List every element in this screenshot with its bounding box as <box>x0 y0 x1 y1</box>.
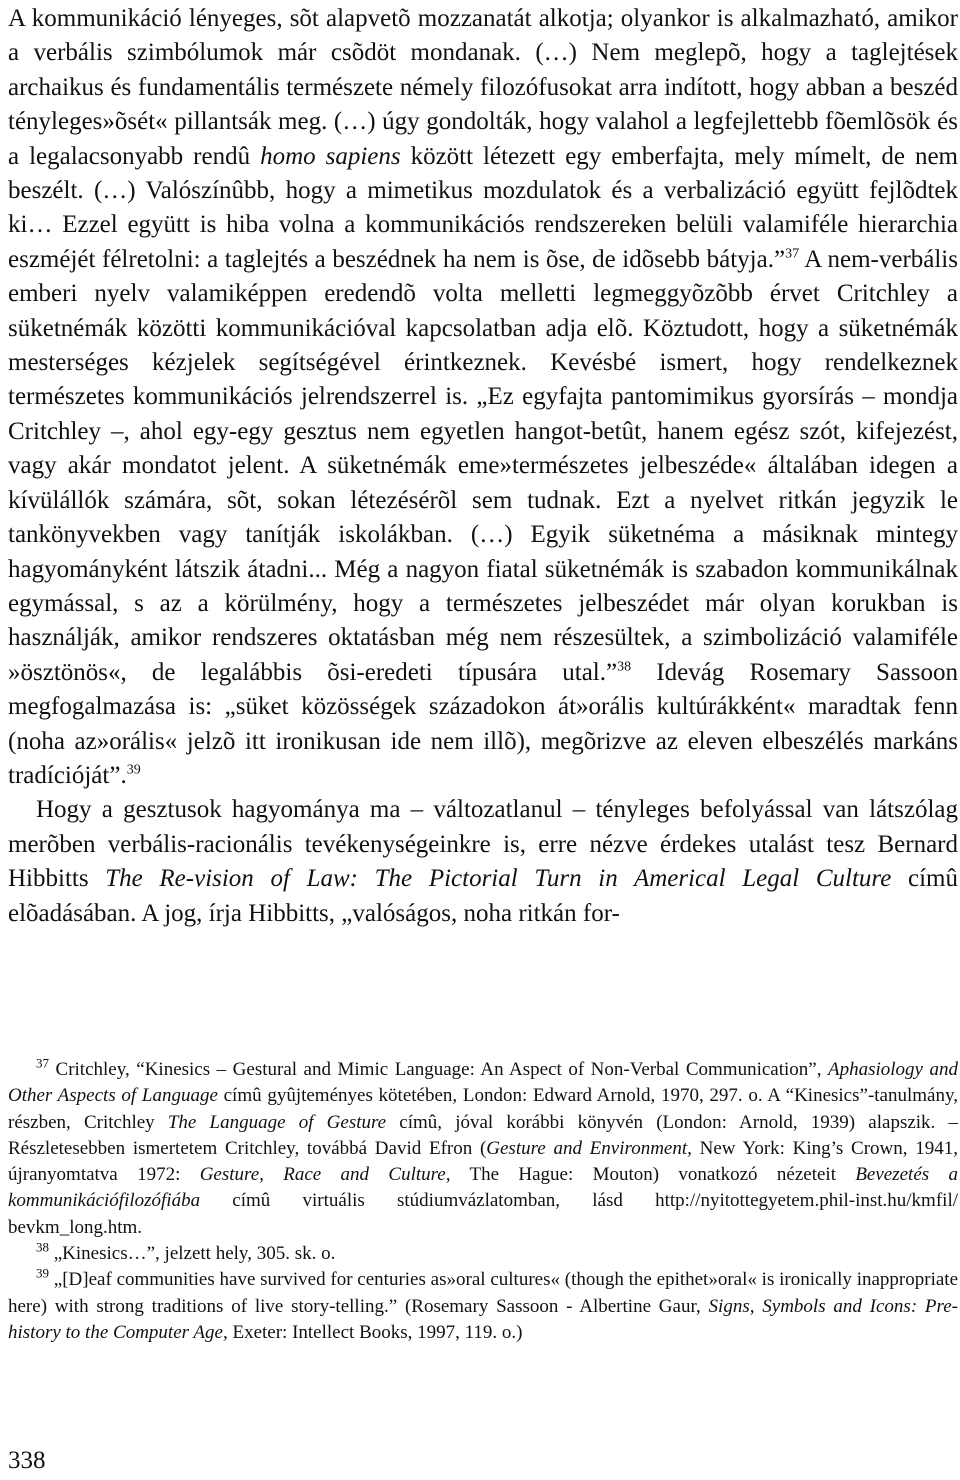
paragraph-2-text-1: Hogy a gesztusok hagyománya ma – változatlanul – tényleges befolyással van látszólag merõben verbális-racionális tevékenységeinkre is, erre nézve érdekes utalást tesz Bernard Hibbitts <box>8 796 958 893</box>
paragraph-2-italic-1: The Re-vision of Law: The Pictorial Turn in Americal Legal Culture <box>105 865 892 893</box>
footnote-37-italic-1: Aphasiology and Other Aspects of Language <box>8 1059 958 1107</box>
footnote-37-text-6: címû virtuális stúdiumvázlatomban, lásd http://nyitottegyetem.phil-inst.hu/kmfil/ bevkm_long.htm. <box>8 1190 958 1238</box>
paragraph-2-text-2: címû elõadásában. A jog, írja Hibbitts, „valóságos, noha ritkán for- <box>8 865 958 927</box>
footnote-37-text-4: New York: King’s Crown, 1941, újranyomtatva 1972: <box>8 1137 958 1186</box>
body-text <box>8 2 958 931</box>
paragraph-1-text-3: A nem-verbális emberi nyelv valamiképpen eredendõ volta melletti legmeggyõzõbb érvet Critchley a süketnémák közötti kommunikációval kapcsolatban adja elõ. Köztudott, hogy a süketnémák mesterséges kézjelek segítségével érintkeznek. Kevésbé ismert, hogy rendelkeznek természetes kommunikációs jelrendszerrel is. „Ez egyfajta pantomimikus gyorsírás – mondja Critchley –, ahol egy-egy gesztus nem egyetlen hangot-betût, hanem egész szót, kifejezést, vagy akár mondatot jelent. A süketnémák eme»természetes jelbeszéde« általában idegen a kívülállók számára, sõt, sokan létezésérõl sem tudnak. Ezt a nyelvet ritkán jegyzik le tankönyvekben vagy tanítják iskolákban. (…) Egyik süketnéma a másiknak mintegy hagyományként látszik átadni... Még a nagyon fiatal süketnémák is szabadon kommunikálnak egymással, s az a körülmény, hogy a természetes jelbeszédet már olyan korukban is használják, amikor rendszeres oktatásban még nem részesültek, a szimbolizáció valamiféle »ösztönös«, de legalábbis õsi-eredeti típusára utal.” <box>8 245 958 686</box>
footnote-39-text-2: Exeter: Intellect Books, 1997, 119. o.) <box>227 1321 523 1343</box>
footnote-37-italic-4: Gesture, Race and Culture, <box>199 1164 451 1186</box>
footnote-39-number: 39 <box>36 1266 49 1282</box>
footnote-39-text-1: „[D]eaf communities have survived for centuries as»oral cultures« (though the epithet»oral« is ironically inappropriate here) with strong traditions of live story-telling.” (Rosemary Sassoon - Albertine Gaur, <box>8 1269 958 1317</box>
footnote-38 <box>8 1241 958 1267</box>
paragraph-1-italic-1: homo sapiens <box>260 142 401 170</box>
footnote-37-text-3: címû, jóval korábbi könyvén (London: Arnold, 1939) alapszik. – Részletesebben ismertetem Critchley, továbbá David Efron ( <box>8 1111 958 1159</box>
paragraph-1 <box>8 2 958 793</box>
footnote-37 <box>8 1057 958 1241</box>
footnote-39 <box>8 1267 958 1346</box>
page-number: 338 <box>8 1447 46 1474</box>
footnote-37-text-2: címû gyûjteményes kötetében, London: Edward Arnold, 1970, 297. o. A “Kinesics”-tanulmány, részben, Critchley <box>8 1085 958 1133</box>
footnote-37-italic-5: Bevezetés a kommunikációfilozófiába <box>8 1164 958 1212</box>
footnote-37-number: 37 <box>36 1055 49 1071</box>
footnote-38-number: 38 <box>36 1239 49 1255</box>
paragraph-1-text-4: Idevág Rosemary Sassoon megfogalmazása is: „süket közösségek századokon át»orális kultúrákként« maradtak fenn (noha az»orális« jelzõ itt ironikusan ide nem illõ), megõrizve az eleven elbeszélés markáns tradícióját”. <box>8 658 959 789</box>
footnote-37-italic-2: The Language of Gesture <box>167 1111 387 1133</box>
footnotes <box>8 1057 958 1346</box>
footnote-37-italic-3: Gesture and Environment, <box>486 1137 692 1159</box>
paragraph-2 <box>8 793 958 931</box>
footnote-39-italic-1: Signs, Symbols and Icons: Pre-history to the Computer Age, <box>8 1295 958 1343</box>
paragraph-1-text-2: között létezett egy emberfajta, mely mímelt, de nem beszélt. (…) Valószínûbb, hogy a mimetikus mozdulatok és a verbalizáció együtt fejlõdtek ki… Ezzel együtt is hiba volna a kommunikációs rendszereken belüli valamiféle hierarchia eszméjét félretolni: a taglejtés a beszédnek ha nem is õse, de idõsebb bátyja.” <box>8 142 959 273</box>
footnote-ref-37[interactable]: 37 <box>785 246 800 262</box>
document-page <box>8 0 960 1480</box>
footnote-ref-38[interactable]: 38 <box>617 659 632 675</box>
paragraph-1-text-1: A kommunikáció lényeges, sõt alapvetõ mozzanatát alkotja; olyankor is alkalmazható, amikor a verbális szimbólumok már csõdöt mondanak. (…) Nem meglepõ, hogy a taglejtések archaikus és fundamentális természete némely filozófusokat arra indított, hogy abban a beszéd tényleges»õsét« pillantsák meg. (…) úgy gondolták, hogy valahol a legfejlettebb fõemlõsök és a legalacsonyabb rendû <box>8 5 958 170</box>
footnote-37-text-1: Critchley, “Kinesics – Gestural and Mimic Language: An Aspect of Non-Verbal Communication”, <box>49 1059 828 1080</box>
footnote-ref-39[interactable]: 39 <box>126 762 141 778</box>
footnote-37-text-5: The Hague: Mouton) vonatkozó nézeteit <box>450 1164 856 1186</box>
footnote-38-text-1: „Kinesics…”, jelzett hely, 305. sk. o. <box>49 1243 336 1265</box>
